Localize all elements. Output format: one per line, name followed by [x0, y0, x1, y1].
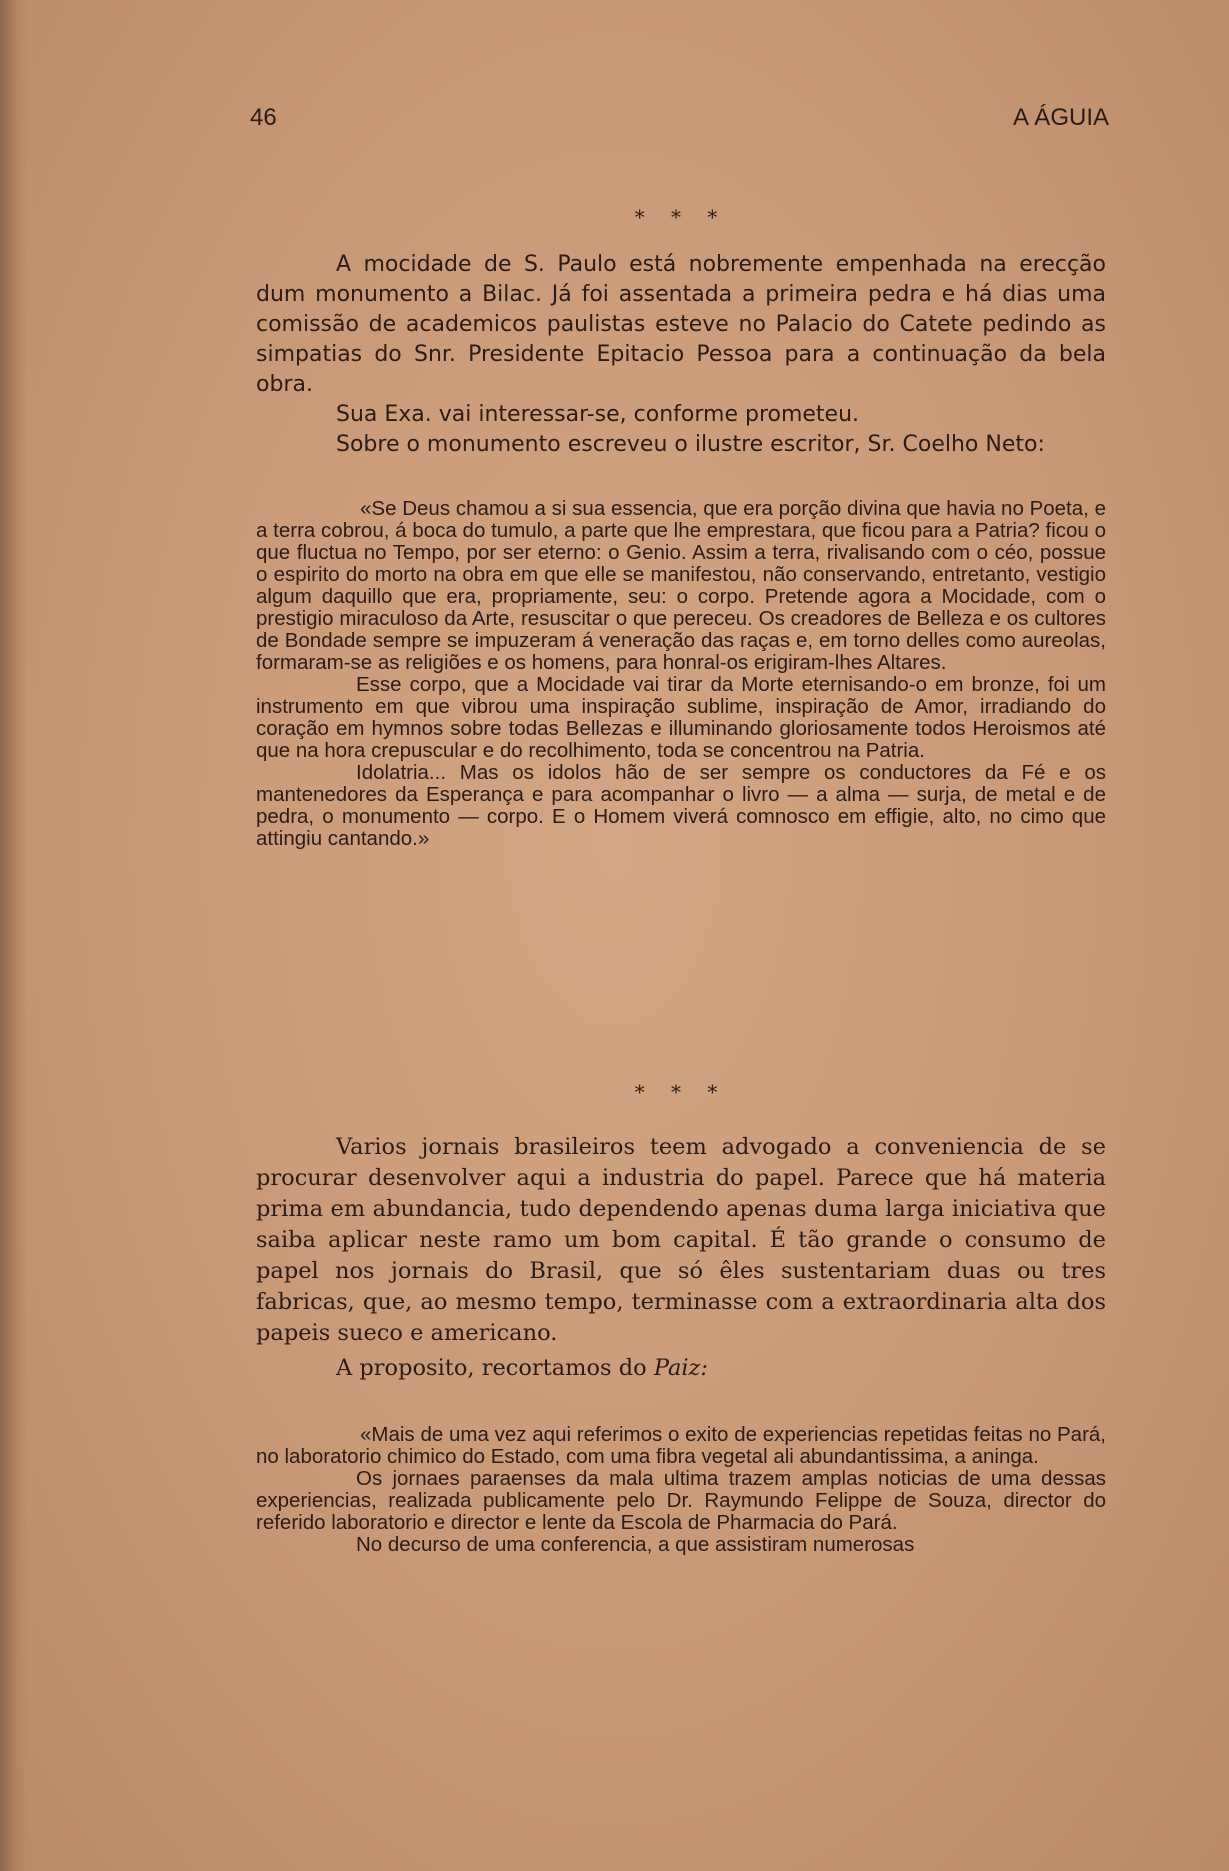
section-bilac-monument — [256, 205, 1106, 850]
section-paper-industry — [256, 1080, 1106, 1556]
quote-paragraph: «Mais de uma vez aqui referimos o exito de experiencias repetidas feitas no Pará, no laboratorio chimico do Estado, com uma fibra vegetal ali abundantissima, a aninga. — [256, 1423, 1106, 1468]
paragraph: A mocidade de S. Paulo está nobremente empenhada na erecção dum monumento a Bilac. Já foi assentada a primeira pedra e há dias uma comissão de academicos paulistas esteve no Palacio do Catete pedindo as simpatias do Snr. Presidente Epitacio Pessoa para a continuação da bela obra. — [256, 252, 1106, 397]
source-name: Paiz: — [653, 1355, 708, 1381]
quote-paragraph: Os jornaes paraenses da mala ultima trazem amplas noticias de uma dessas experiencias, realizada publicamente pelo Dr. Raymundo Felippe de Souza, director do referido laboratorio e director e lente da Escola de Pharmacia do Pará. — [256, 1467, 1106, 1534]
section-separator: * * * — [634, 1080, 728, 1104]
paragraph: Sua Exa. vai interessar-se, conforme prometeu. — [336, 402, 860, 427]
quote-paragraph: Idolatria... Mas os idolos hão de ser sempre os conductores da Fé e os mantenedores da Esperança e para acompanhar o livro — a alma — surja, de metal e de pedra, o monumento — corpo. E o Homem viverá comnosco em effigie, alto, no cimo que attingiu cantando.» — [256, 761, 1106, 850]
page-binding-edge — [0, 0, 28, 1871]
paragraph: Sobre o monumento escreveu o ilustre escritor, Sr. Coelho Neto: — [336, 432, 1045, 457]
quote-paragraph: «Se Deus chamou a si sua essencia, que era porção divina que havia no Poeta, e a terra cobrou, á boca do tumulo, a parte que lhe emprestara, que ficou para a Patria? ficou o que fluctua no Tempo, por ser eterno: o Genio. Assim a terra, rivalisando com o céo, possue o espirito do morto na obra em que elle se manifestou, não conservando, entretanto, vestigio algum daquillo que era, propriamente, seu: o corpo. Pretende agora a Mocidade, com o prestigio miraculoso da Arte, resuscitar o que pereceu. Os creadores de Belleza e os cultores de Bondade sempre se impuzeram á veneração das raças e, em torno delles como aureolas, formaram-se as religiões e os homens, para honral-os erigiram-lhes Altares. — [256, 497, 1106, 674]
page-number: 46 — [250, 104, 277, 131]
quote-paragraph: No decurso de uma conferencia, a que assistiram numerosas — [356, 1533, 915, 1556]
intro-text: A proposito, recortamos do — [336, 1355, 654, 1381]
section1-body — [256, 250, 1106, 460]
section2-body — [256, 1132, 1106, 1384]
page-header — [250, 104, 1109, 132]
paragraph: Varios jornais brasileiros teem advogado a conveniencia de se procurar desenvolver aqui a industria do papel. Parece que há materia prima em abundancia, tudo dependendo apenas duma larga iniciativa que saiba aplicar neste ramo um bom capital. É tão grande o consumo de papel nos jornais do Brasil, que só êles sustentariam duas ou tres fabricas, que, ao mesmo tempo, terminasse com a extraordinaria alta dos papeis sueco e americano. — [256, 1134, 1106, 1346]
coelho-neto-quote — [256, 498, 1106, 850]
journal-title: A ÁGUIA — [1012, 104, 1109, 131]
paragraph — [256, 1353, 1106, 1384]
paiz-quote — [256, 1424, 1106, 1556]
quote-paragraph: Esse corpo, que a Mocidade vai tirar da Morte eternisando-o em bronze, foi um instrumento em que vibrou uma inspiração sublime, inspiração de Amor, irradiando do coração em hymnos sobre todas Bellezas e illuminando gloriosamente todos Heroismos até que na hora crepuscular e do recolhimento, toda se concentrou na Patria. — [256, 673, 1106, 762]
section-separator: * * * — [634, 205, 728, 229]
